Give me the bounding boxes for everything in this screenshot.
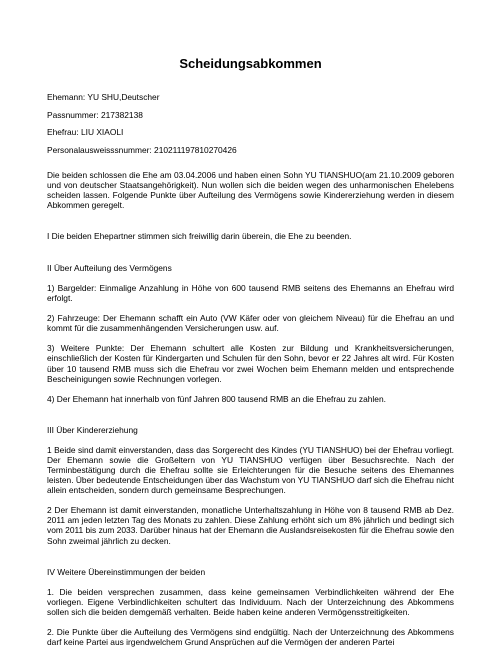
section-3-item-1: 1 Beide sind damit einverstanden, dass das Sorgerecht des Kindes (YU TIANSHUO) bei der Ehefrau vorliegt. Der Ehemann sowie die Großeltern von YU TIANSHUO verfügen über Besuchsrechte. Nach der Terminbestätigung durch die Ehefrau sollte sie Erleichterungen für die Besuche seitens des Ehemannes leisten. Über bedeutende Entscheidungen über das Wachstum von YU TIANSHUO darf sich die Ehefrau nicht allein entscheiden, sondern durch gemeinsame Besprechungen.	[47, 444, 454, 496]
document-title: Scheidungsabkommen	[179, 56, 322, 71]
intro-paragraph: Die beiden schlossen die Ehe am 03.04.2006 und haben einen Sohn YU TIANSHUO(am 21.10.2009 geboren und von deutscher Staatsangehörigkeit). Nun wollen sich die beiden wegen des unharmonischen Ehelebens scheiden lassen. Folgende Punkte über Aufteilung des Vermögens sowie Kindererziehung werden in diesem Abkommen geregelt.	[47, 169, 454, 210]
section-2-item-4: 4) Der Ehemann hat innerhalb von fünf Jahren 800 tausend RMB an die Ehefrau zu zahlen.	[47, 393, 386, 404]
section-2-item-2: 2) Fahrzeuge: Der Ehemann schafft ein Auto (VW Käfer oder von gleichem Niveau) für die Ehefrau an und kommt für die zusammenhängenden Versicherungen usw. auf.	[47, 313, 454, 334]
section-3-heading: III Über Kindererziehung	[47, 424, 138, 435]
section-1-paragraph: I Die beiden Ehepartner stimmen sich freiwillig darin überein, die Ehe zu beenden.	[47, 230, 352, 241]
husband-passport-number: Passnummer: 217382138	[47, 109, 143, 120]
wife-id-number: Personalausweisssnummer: 210211197810270426	[47, 144, 237, 155]
party-details	[47, 92, 454, 155]
wife-name: Ehefrau: LIU XIAOLI	[47, 127, 124, 137]
section-4-heading: IV Weitere Übereinstimmungen der beiden	[47, 566, 206, 577]
section-2-item-1: 1) Bargelder: Einmalige Anzahlung in Höhe von 600 tausend RMB seitens des Ehemanns an Ehefrau wird erfolgt.	[47, 282, 454, 304]
section-4-item-1: 1. Die beiden versprechen zusammen, dass keine gemeinsamen Verbindlichkeiten während der Ehe vorliegen. Eigene Verbindlichkeiten schultert das Individuum. Nach der Unterzeichnung des Abkommens sollen sich die beiden demgemäß verhalten. Beide haben keine anderen Vermögensstreitigkeiten.	[47, 586, 454, 617]
section-2-item-3: 3) Weitere Punkte: Der Ehemann schultert alle Kosten zur Bildung und Krankheitsversicherungen, einschließlich der Kosten für Kindergarten und Schulen für den Sohn, bevor er 22 Jahres alt wird. Für Kosten über 10 tausend RMB muss sich die Ehefrau vor zwei Wochen beim Ehemann melden und entsprechende Bescheinigungen sowie Rechnungen vorlegen.	[47, 343, 454, 384]
section-3-item-2: 2 Der Ehemann ist damit einverstanden, monatliche Unterhaltszahlung in Höhe von 8 tausend RMB ab Dez. 2011 am jeden letzten Tag des Monats zu zahlen. Diese Zahlung erhöht sich um 8% jährlich und bedingt sich vom 2011 bis zum 2033. Darüber hinaus hat der Ehemann die Auslandsreisekosten für die Ehefrau sowie den Sohn zweimal jährlich zu decken.	[47, 505, 454, 546]
husband-name: Ehemann: YU SHU,Deutscher	[47, 92, 160, 102]
section-2-heading: II Über Aufteilung des Vermögens	[47, 262, 172, 273]
section-4-item-2: 2. Die Punkte über die Aufteilung des Vermögens sind endgültig. Nach der Unterzeichnung des Abkommens darf keine Partei aus irgendwelchem Grund Ansprüchen auf die Vermögen der anderen Partei	[47, 626, 454, 647]
